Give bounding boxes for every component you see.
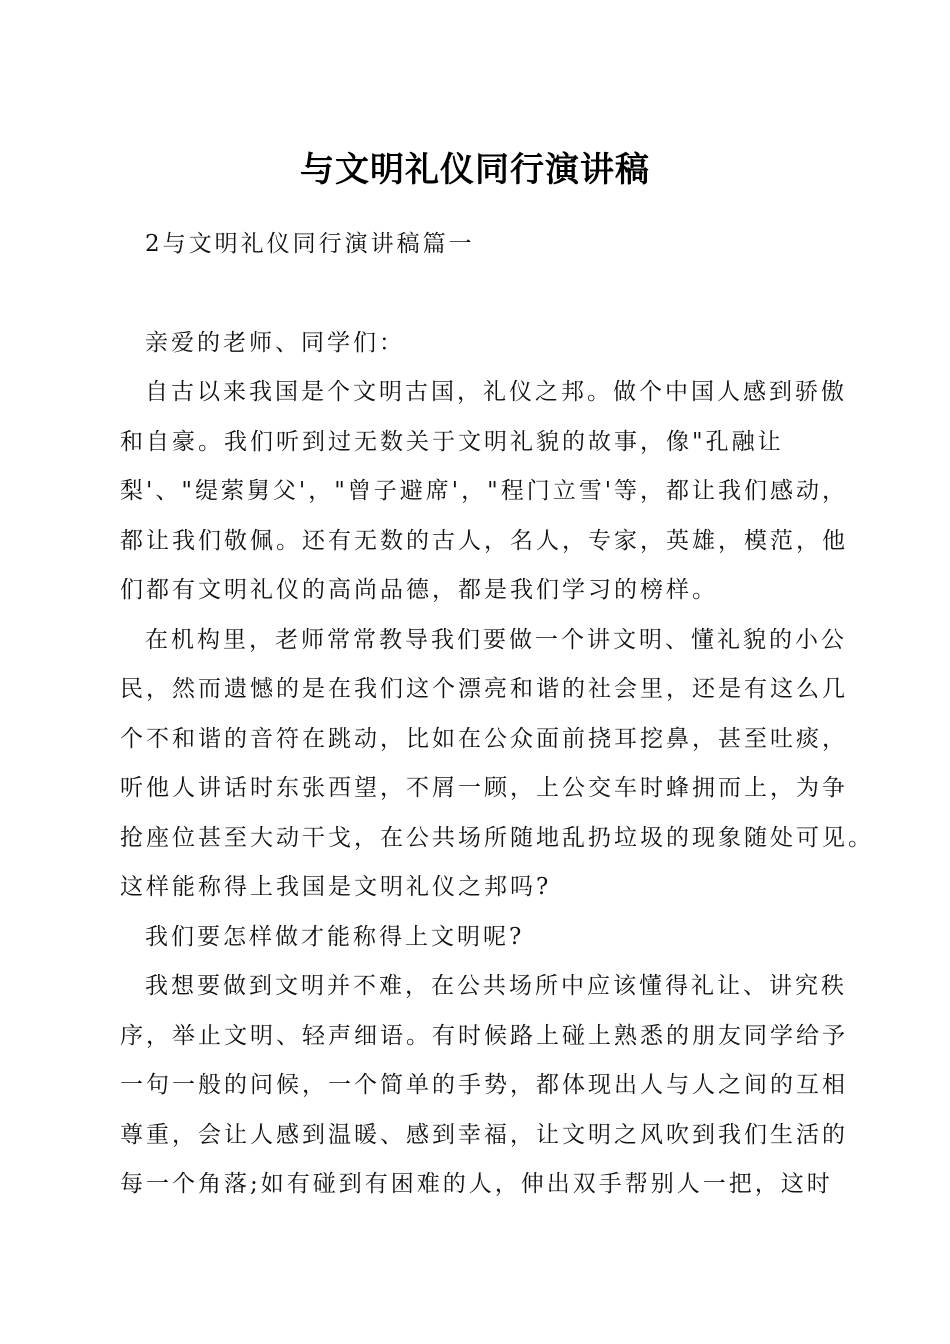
- paragraph-line: 自古以来我国是个文明古国，礼仪之邦。做个中国人感到骄傲: [145, 379, 847, 405]
- paragraph-line: 我们要怎样做才能称得上文明呢?: [145, 924, 525, 950]
- paragraph-line: 抢座位甚至大动干戈，在公共场所随地乱扔垃圾的现象随处可见。: [120, 825, 874, 851]
- paragraph-line: 梨'、"缇萦舅父'，"曾子避席'，"程门立雪'等，都让我们感动，: [120, 478, 849, 504]
- paragraph-line: 们都有文明礼仪的高尚品德，都是我们学习的榜样。: [120, 577, 718, 603]
- document-subtitle: 2与文明礼仪同行演讲稿篇一: [145, 231, 475, 257]
- paragraph-line: 民，然而遗憾的是在我们这个漂亮和谐的社会里，还是有这么几: [120, 676, 848, 702]
- paragraph-line: 和自豪。我们听到过无数关于文明礼貌的故事，像"孔融让: [120, 429, 784, 455]
- paragraph-line: 这样能称得上我国是文明礼仪之邦吗?: [120, 874, 552, 900]
- paragraph-line: 亲爱的老师、同学们：: [145, 330, 405, 356]
- paragraph-line: 个不和谐的音符在跳动，比如在公众面前挠耳挖鼻，甚至吐痰，: [120, 726, 848, 752]
- paragraph-line: 尊重，会让人感到温暖、感到幸福，让文明之风吹到我们生活的: [120, 1122, 848, 1148]
- paragraph-line: 都让我们敬佩。还有无数的古人，名人，专家，英雄，模范，他: [120, 528, 848, 554]
- paragraph-line: 听他人讲话时东张西望，不屑一顾，上公交车时蜂拥而上，为争: [120, 775, 848, 801]
- paragraph-line: 在机构里，老师常常教导我们要做一个讲文明、懂礼貌的小公: [145, 627, 847, 653]
- document-title: 与文明礼仪同行演讲稿: [300, 150, 650, 190]
- paragraph-line: 一句一般的问候，一个简单的手势，都体现出人与人之间的互相: [120, 1072, 848, 1098]
- paragraph-line: 我想要做到文明并不难，在公共场所中应该懂得礼让、讲究秩: [145, 973, 847, 999]
- paragraph-line: 序，举止文明、轻声细语。有时候路上碰上熟悉的朋友同学给予: [120, 1023, 848, 1049]
- paragraph-line: 每一个角落;如有碰到有困难的人，伸出双手帮别人一把，这时: [120, 1171, 833, 1197]
